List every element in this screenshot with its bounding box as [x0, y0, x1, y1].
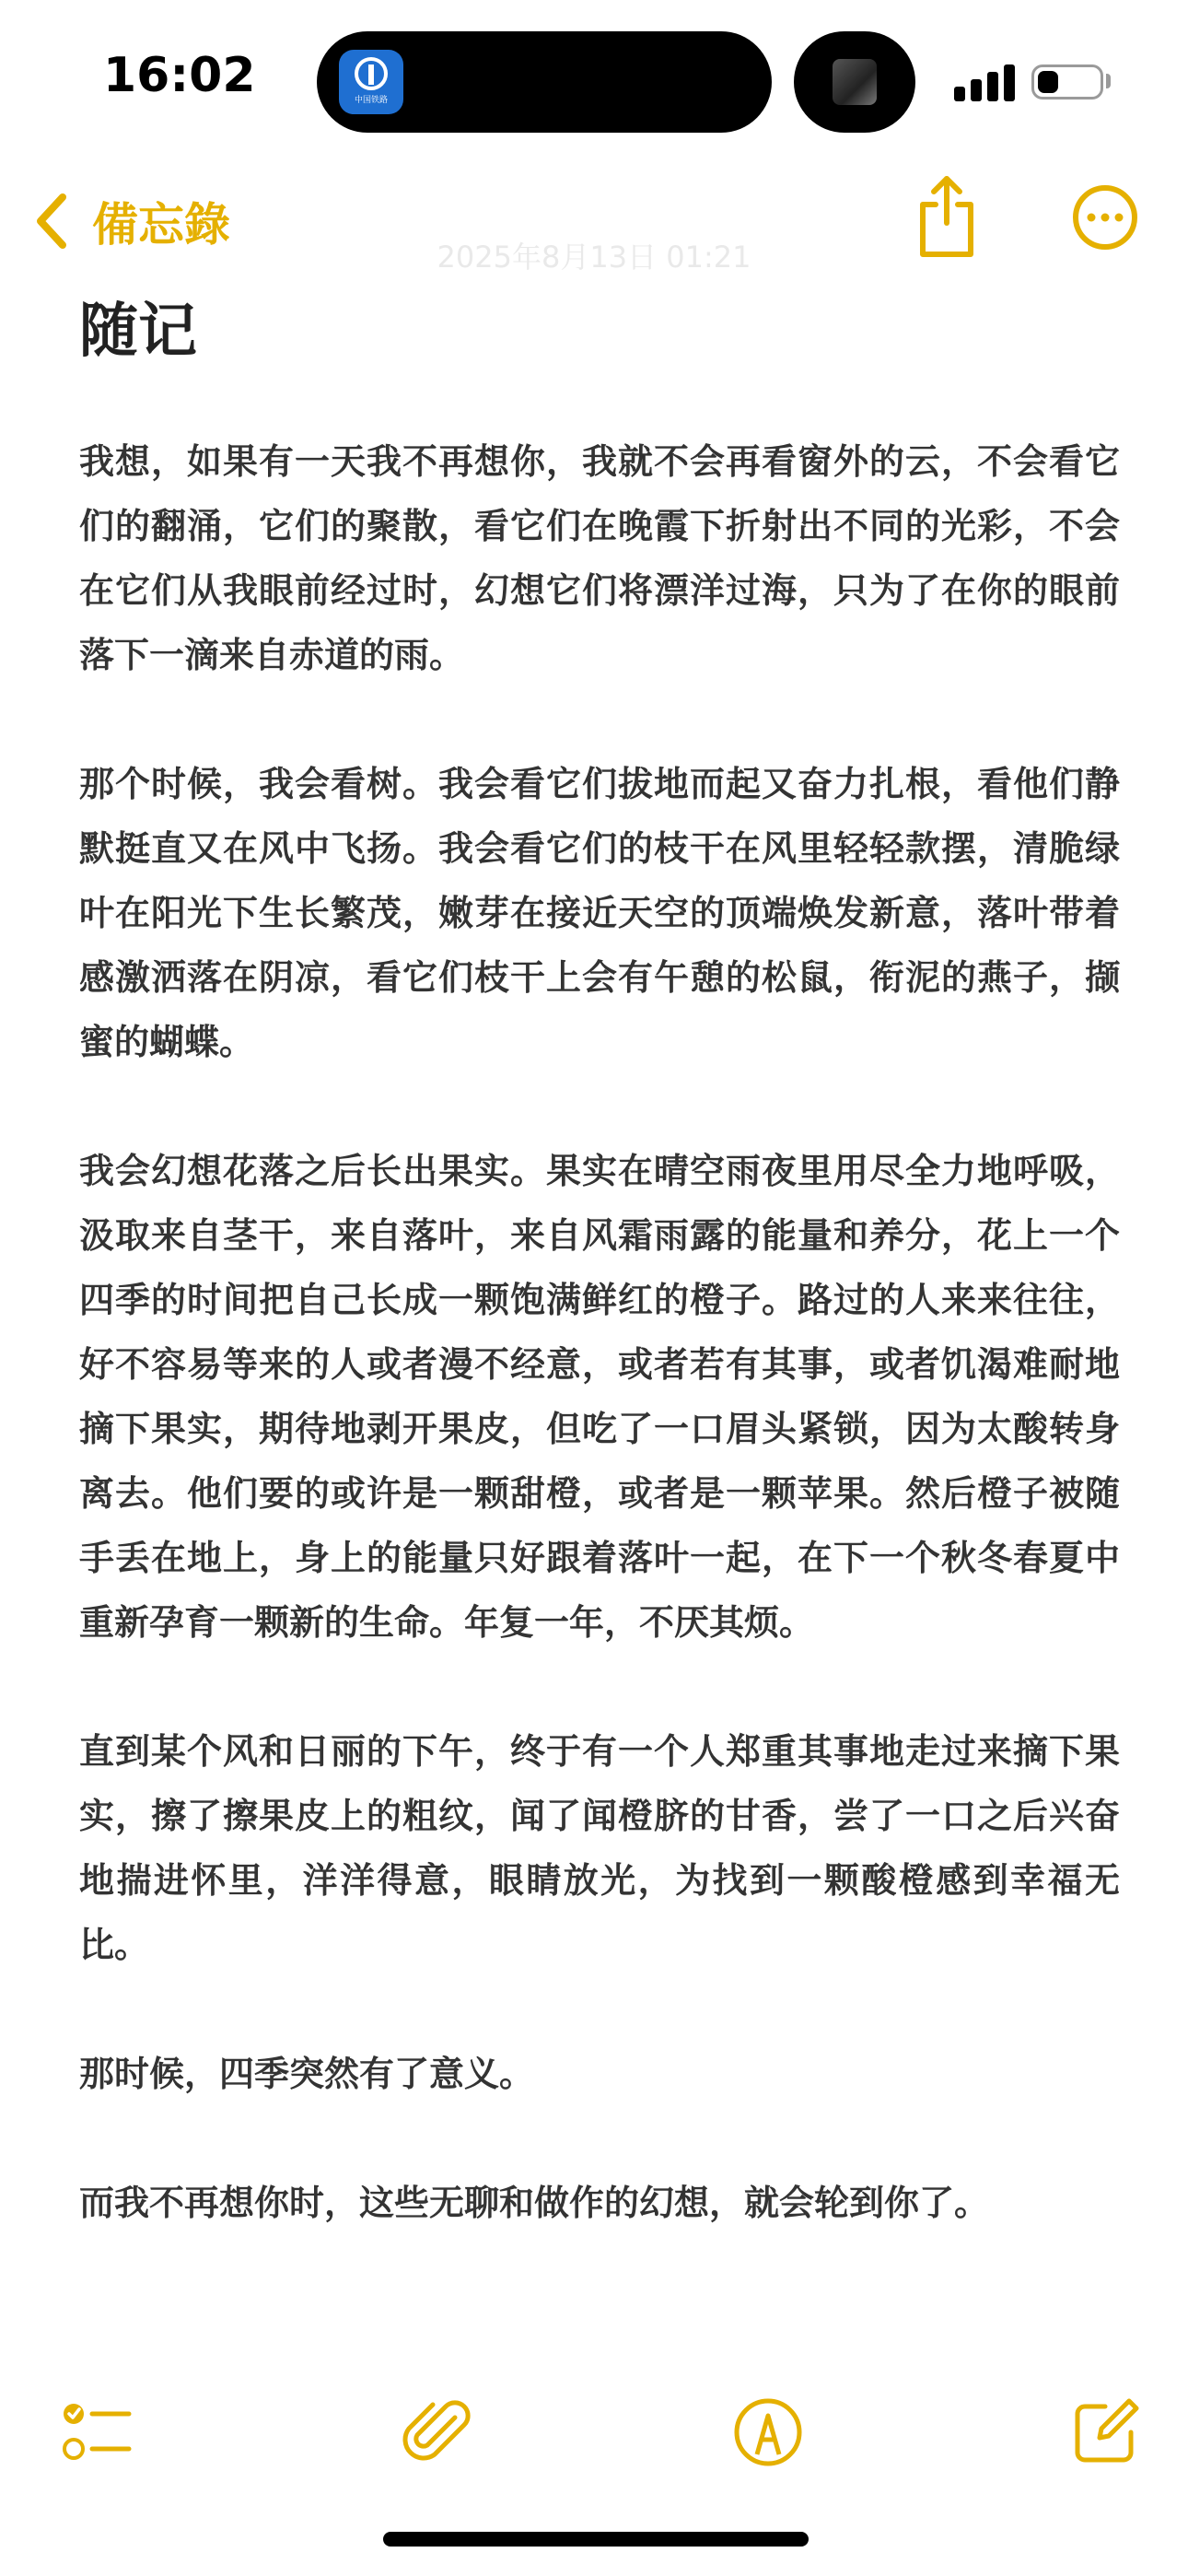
note-body[interactable] — [79, 286, 1120, 2300]
ellipsis-circle-icon — [1072, 184, 1138, 251]
paperclip-icon — [400, 2395, 473, 2469]
note-paragraph[interactable]: 我会幻想花落之后长出果实。果实在晴空雨夜里用尽全力地呼吸，汲取来自茎干，来自落叶，来自风霜雨露的能量和养分，花上一个四季的时间把自己长成一颗饱满鲜红的橙子。路过的人来来往往，好不容易等来的人或者漫不经意，或者若有其事，或者饥渴难耐地摘下果实，期待地剥开果皮，但吃了一口眉头紧锁，因为太酸转身离去。他们要的或许是一颗甜橙，或者是一颗苹果。然后橙子被随手丢在地上，身上的能量只好跟着落叶一起，在下一个秋冬春夏中重新孕育一颗新的生命。年复一年，不厌其烦。 — [79, 1151, 1120, 1643]
note-paragraph[interactable]: 那个时候，我会看树。我会看它们拔地而起又奋力扎根，看他们静默挺直又在风中飞扬。我会看它们的枝干在风里轻轻款摆，清脆绿叶在阳光下生长繁茂，嫩芽在接近天空的顶端焕发新意，落叶带着感激洒落在阴凉，看它们枝干上会有午憩的松鼠，衔泥的燕子，撷蜜的蝴蝶。 — [79, 764, 1120, 1062]
back-label: 備忘錄 — [92, 198, 230, 252]
battery-icon — [1031, 64, 1103, 100]
note-title[interactable]: 随记 — [79, 298, 197, 366]
share-button[interactable] — [914, 166, 980, 267]
compose-icon — [1068, 2395, 1142, 2469]
checklist-icon — [59, 2395, 133, 2469]
cellular-signal-icon — [954, 61, 1019, 101]
note-date: 2025年8月13日 01:21 — [437, 240, 751, 275]
markup-pen-icon — [731, 2395, 805, 2469]
status-bar — [0, 0, 1188, 166]
media-thumbnail-icon — [833, 59, 877, 105]
back-button[interactable] — [33, 175, 273, 267]
nav-bar — [0, 166, 1188, 286]
share-icon — [914, 166, 980, 267]
chevron-left-icon — [33, 192, 70, 251]
bottom-toolbar — [0, 2377, 1188, 2478]
note-paragraph[interactable]: 我想，如果有一天我不再想你，我就不会再看窗外的云，不会看它们的翻涌，它们的聚散，看它们在晚霞下折射出不同的光彩，不会在它们从我眼前经过时，幻想它们将漂洋过海，只为了在你的眼前落下一滴来自赤道的雨。 — [79, 441, 1120, 675]
more-button[interactable] — [1072, 184, 1138, 251]
home-indicator[interactable] — [383, 2532, 809, 2547]
dynamic-island[interactable] — [317, 31, 772, 133]
note-paragraph[interactable]: 直到某个风和日丽的下午，终于有一个人郑重其事地走过来摘下果实，擦了擦果皮上的粗纹，闻了闻橙脐的甘香，尝了一口之后兴奋地揣进怀里，洋洋得意，眼睛放光，为找到一颗酸橙感到幸福无比。 — [79, 1731, 1120, 1965]
note-paragraph[interactable]: 而我不再想你时，这些无聊和做作的幻想，就会轮到你了。 — [79, 2183, 990, 2223]
app-icon-caption: 中国铁路 — [354, 96, 388, 105]
china-railway-icon[interactable] — [339, 50, 403, 114]
status-time: 16:02 — [103, 48, 256, 103]
island-bubble[interactable] — [794, 31, 915, 133]
checklist-button[interactable] — [59, 2395, 133, 2469]
battery-tip — [1106, 74, 1111, 88]
markup-button[interactable] — [731, 2395, 805, 2469]
note-paragraph[interactable]: 那时候，四季突然有了意义。 — [79, 2054, 535, 2094]
attachment-button[interactable] — [400, 2395, 473, 2469]
compose-button[interactable] — [1068, 2395, 1142, 2469]
